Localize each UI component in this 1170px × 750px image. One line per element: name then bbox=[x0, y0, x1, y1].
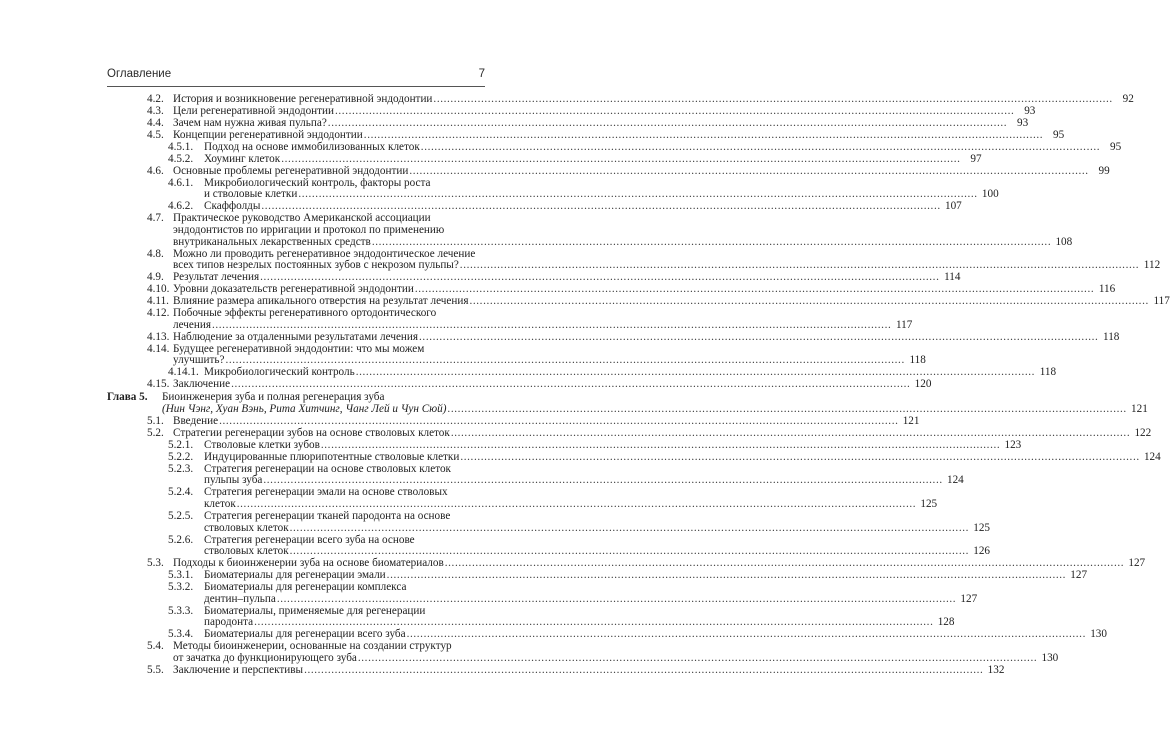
leader-dots: ........................................................................................................................................................................................................ bbox=[289, 521, 970, 534]
toc-entry[interactable] bbox=[107, 450, 1161, 464]
toc-entry-title: История и возникновение регенеративной эндодонтии bbox=[173, 93, 433, 105]
leader-dots: ........................................................................................................................................................................................................ bbox=[460, 450, 1140, 463]
leader-dots: ........................................................................................................................................................................................................ bbox=[260, 271, 940, 284]
leader-dots: ........................................................................................................................................................................................................ bbox=[219, 414, 899, 427]
toc-entry[interactable] bbox=[107, 378, 932, 391]
toc-entry[interactable] bbox=[107, 283, 1116, 296]
toc-entry-title: Биоматериалы, применяемые для регенерации bbox=[204, 604, 426, 617]
toc-entry-title: Биоматериалы для регенерации комплекса bbox=[204, 581, 407, 594]
toc-page-number: 127 bbox=[1070, 569, 1088, 582]
leader-dots: ........................................................................................................................................................................................................ bbox=[254, 616, 934, 629]
leader-dots: ........................................................................................................................................................................................................ bbox=[459, 259, 1140, 272]
toc-entry[interactable] bbox=[107, 295, 1170, 308]
toc-entry-title: пародонта bbox=[204, 616, 254, 629]
toc-entry-title: Уровни доказательств регенеративной эндодонтии bbox=[173, 283, 414, 296]
toc-page-number: 95 bbox=[1109, 140, 1122, 153]
running-head bbox=[107, 68, 485, 80]
leader-dots: ........................................................................................................................................................................................................ bbox=[450, 426, 1131, 439]
toc-entry[interactable] bbox=[107, 212, 1073, 248]
toc-entry-title: Будущее регенеративной эндодонтии: что мы можем bbox=[173, 342, 425, 355]
toc-entry[interactable] bbox=[107, 116, 1029, 130]
toc-page-number: 120 bbox=[914, 378, 932, 391]
toc-page-number: 117 bbox=[895, 318, 913, 331]
leader-dots: ........................................................................................................................................................................................................ bbox=[327, 116, 1008, 129]
toc-entry-title: и стволовые клетки bbox=[204, 188, 298, 201]
leader-dots: ........................................................................................................................................................................................................ bbox=[406, 628, 1086, 641]
leader-dots: ........................................................................................................................................................................................................ bbox=[276, 592, 957, 605]
toc-entry-title: улучшить? bbox=[173, 354, 225, 367]
toc-entry-title: Влияние размера апикального отверстия на результат лечения bbox=[173, 295, 469, 308]
toc-page-number: 118 bbox=[1103, 330, 1120, 343]
toc-page-number: 121 bbox=[1131, 402, 1148, 415]
toc-entry-title: Побочные эффекты регенеративного ортодонтического bbox=[173, 307, 437, 320]
toc-entry-number: 5.2.1. bbox=[168, 438, 194, 451]
leader-dots: ........................................................................................................................................................................................................ bbox=[433, 93, 1113, 105]
toc-entry-title: внутриканальных лекарственных средств bbox=[173, 235, 371, 248]
toc-entry-number: 5.2. bbox=[147, 426, 164, 439]
toc-entry-number: 5.2.5. bbox=[168, 509, 194, 522]
leader-dots: ........................................................................................................................................................................................................ bbox=[320, 438, 1001, 451]
toc-entry[interactable] bbox=[107, 307, 913, 331]
toc-entry[interactable] bbox=[107, 342, 926, 367]
toc-entry-number: 5.3.3. bbox=[168, 604, 194, 617]
leader-dots: ........................................................................................................................................................................................................ bbox=[447, 402, 1127, 415]
leader-dots: ........................................................................................................................................................................................................ bbox=[386, 569, 1067, 582]
toc-page-number: 92 bbox=[1122, 93, 1134, 105]
leader-dots: ........................................................................................................................................................................................................ bbox=[263, 474, 943, 487]
toc-entry-number: 5.2.4. bbox=[168, 486, 194, 499]
toc-entry[interactable] bbox=[107, 628, 1107, 641]
toc-entry[interactable] bbox=[107, 247, 1161, 272]
toc-entry-title: Стратегия регенерации эмали на основе стволовых bbox=[204, 486, 448, 499]
toc-page-number: 116 bbox=[1098, 283, 1116, 296]
chapter-authors: (Нин Чэнг, Хуан Вэнь, Рита Хитчинг, Чанг Лей и Чун Сюй) bbox=[162, 402, 447, 415]
toc-entry-title: стволовых клеток bbox=[204, 521, 289, 534]
toc-entry-title: стволовых клеток bbox=[204, 545, 289, 558]
toc-entry-title: Концепции регенеративной эндодонтии bbox=[173, 128, 363, 141]
toc-entry-number: 4.12. bbox=[147, 307, 170, 320]
toc-entry-number: 4.9. bbox=[147, 271, 164, 284]
toc-entry-title: клеток bbox=[204, 497, 236, 510]
leader-dots: ........................................................................................................................................................................................................ bbox=[335, 104, 1015, 117]
toc-entry-number: 5.2.6. bbox=[168, 533, 194, 546]
toc-entry[interactable] bbox=[107, 664, 1005, 677]
leader-dots: ........................................................................................................................................................................................................ bbox=[298, 188, 978, 201]
toc-entry-title: Биоматериалы для регенерации эмали bbox=[204, 569, 386, 582]
toc-entry-number: 4.13. bbox=[147, 330, 170, 343]
toc-entry[interactable] bbox=[107, 140, 1122, 154]
leader-dots: ........................................................................................................................................................................................................ bbox=[236, 497, 917, 510]
toc-entry-number: 5.5. bbox=[147, 664, 164, 676]
toc-entry-title: Индуцированные плюрипотентные стволовые клетки bbox=[204, 450, 460, 463]
toc-entry-number: 5.2.3. bbox=[168, 462, 194, 475]
toc-entry[interactable] bbox=[107, 640, 1059, 665]
page-number: 7 bbox=[478, 68, 485, 80]
toc-entry[interactable] bbox=[107, 486, 938, 510]
toc-entry[interactable] bbox=[107, 128, 1065, 142]
header-rule bbox=[107, 86, 485, 87]
leader-dots: ........................................................................................................................................................................................................ bbox=[281, 152, 961, 165]
toc-entry-title: Биоинженерия зуба и полная регенерация зуба bbox=[162, 391, 385, 404]
leader-dots: ........................................................................................................................................................................................................ bbox=[363, 128, 1044, 141]
toc-entry-title: Микробиологический контроль bbox=[204, 366, 355, 379]
toc-page-number: 124 bbox=[1143, 450, 1161, 463]
toc-entry-title: Цели регенеративной эндодонтии bbox=[173, 104, 335, 117]
leader-dots: ........................................................................................................................................................................................................ bbox=[414, 283, 1095, 296]
toc-entry[interactable] bbox=[107, 271, 961, 284]
toc-entry-number: 5.3.1. bbox=[168, 569, 194, 582]
toc-page-number: 130 bbox=[1041, 652, 1059, 665]
leader-dots: ........................................................................................................................................................................................................ bbox=[419, 330, 1099, 343]
toc-entry[interactable] bbox=[107, 569, 1088, 582]
toc-entry-title: Подходы к биоинженерии зуба на основе биоматериалов bbox=[173, 557, 444, 570]
leader-dots: ........................................................................................................................................................................................................ bbox=[469, 295, 1149, 308]
toc-page-number: 100 bbox=[981, 188, 999, 201]
toc-entry[interactable] bbox=[107, 426, 1152, 440]
toc-page-number: 117 bbox=[1153, 295, 1170, 308]
toc-page-number: 118 bbox=[1039, 366, 1057, 379]
toc-entry[interactable] bbox=[107, 164, 1110, 178]
leader-dots: ........................................................................................................................................................................................................ bbox=[371, 235, 1052, 248]
toc-entry-title: Скаффолды bbox=[204, 200, 261, 213]
leader-dots: ........................................................................................................................................................................................................ bbox=[304, 664, 984, 676]
toc-entry[interactable] bbox=[107, 366, 1057, 379]
toc-page-number: 125 bbox=[973, 521, 991, 534]
leader-dots: ........................................................................................................................................................................................................ bbox=[231, 378, 911, 391]
toc-entry-title: Стратегия регенерации на основе стволовых клеток bbox=[204, 462, 451, 475]
toc-entry-number: 5.1. bbox=[147, 414, 164, 427]
toc-entry-title: Наблюдение за отдаленными результатами лечения bbox=[173, 330, 419, 343]
toc-entry[interactable] bbox=[107, 200, 962, 213]
toc-entry-title: Результат лечения bbox=[173, 271, 260, 284]
toc-entry-number: 4.6. bbox=[147, 164, 164, 177]
toc-page-number: 114 bbox=[944, 271, 961, 284]
toc-chapter[interactable] bbox=[107, 391, 1148, 415]
toc-entry-number: 5.2.2. bbox=[168, 450, 194, 463]
toc-entry-title: Биоматериалы для регенерации всего зуба bbox=[204, 628, 406, 641]
toc-page-number: 112 bbox=[1143, 259, 1161, 272]
toc-entry[interactable] bbox=[107, 438, 1022, 452]
leader-dots: ........................................................................................................................................................................................................ bbox=[211, 318, 892, 331]
toc-entry-number: 5.4. bbox=[147, 640, 164, 653]
toc-entry-number: 4.2. bbox=[147, 93, 164, 105]
toc-page-number: 132 bbox=[987, 664, 1005, 676]
toc-page-number: 118 bbox=[909, 354, 926, 367]
toc-entry-number: 4.15. bbox=[147, 378, 170, 391]
toc-page-number: 123 bbox=[1004, 438, 1022, 451]
toc-page-number: 107 bbox=[944, 200, 962, 213]
toc-entry[interactable] bbox=[107, 330, 1120, 344]
toc-entry[interactable] bbox=[107, 509, 991, 534]
toc-entry[interactable] bbox=[107, 104, 1036, 118]
leader-dots: ........................................................................................................................................................................................................ bbox=[289, 545, 970, 558]
toc-entry-number: 4.4. bbox=[147, 116, 164, 129]
toc-page-number: 99 bbox=[1098, 164, 1110, 177]
leader-dots: ........................................................................................................................................................................................................ bbox=[420, 140, 1101, 153]
toc-entry-number: 4.14.1. bbox=[168, 366, 199, 379]
toc-page-number: 130 bbox=[1090, 628, 1107, 641]
toc-entry-number: 4.7. bbox=[147, 212, 164, 225]
toc-entry-title: пульпы зуба bbox=[204, 474, 263, 487]
toc-entry-title: Заключение и перспективы bbox=[173, 664, 304, 676]
toc-entry-number: 4.3. bbox=[147, 104, 164, 117]
leader-dots: ........................................................................................................................................................................................................ bbox=[355, 366, 1036, 379]
toc-entry-number: 5.3.2. bbox=[168, 581, 194, 594]
toc-entry-number: 4.5.2. bbox=[168, 152, 194, 165]
toc-entry-number: 4.6.2. bbox=[168, 200, 194, 213]
leader-dots: ........................................................................................................................................................................................................ bbox=[444, 557, 1125, 570]
toc-entry-title: Введение bbox=[173, 414, 219, 427]
toc-entry-title: всех типов незрелых постоянных зубов с некрозом пульпы? bbox=[173, 259, 459, 272]
toc-entry-number: 5.3. bbox=[147, 557, 164, 570]
toc-page-number: 125 bbox=[920, 497, 938, 510]
toc-page-number: 95 bbox=[1052, 128, 1065, 141]
toc-entry[interactable] bbox=[107, 557, 1146, 570]
toc-entry[interactable] bbox=[107, 414, 920, 428]
toc-entry-number: 4.10. bbox=[147, 283, 170, 296]
toc-entry-number: 5.3.4. bbox=[168, 628, 194, 641]
toc-entry-title: Подход на основе иммобилизованных клеток bbox=[204, 140, 420, 153]
toc-entry-title: Можно ли проводить регенеративное эндодонтическое лечение bbox=[173, 247, 476, 260]
toc-entry-title: Зачем нам нужна живая пульпа? bbox=[173, 116, 327, 129]
toc-entry-title: Стволовые клетки зубов bbox=[204, 438, 320, 451]
toc-entry-number: 4.8. bbox=[147, 247, 164, 260]
toc-entry[interactable] bbox=[107, 176, 999, 201]
toc-entry-title: Практическое руководство Американской ассоциации bbox=[173, 212, 431, 225]
toc-entry-title: Заключение bbox=[173, 378, 231, 391]
toc-entry-title: Стратегии регенерации зубов на основе стволовых клеток bbox=[173, 426, 450, 439]
toc-page-number: 124 bbox=[946, 474, 964, 487]
toc-entry-number: 4.5.1. bbox=[168, 140, 194, 153]
toc-entry-title: дентин–пульпа bbox=[204, 592, 276, 605]
toc-entry-number: Глава 5. bbox=[107, 391, 148, 404]
leader-dots: ........................................................................................................................................................................................................ bbox=[225, 354, 905, 367]
toc-entry-title: Хоуминг клеток bbox=[204, 152, 281, 165]
table-of-contents bbox=[107, 93, 1170, 677]
toc-entry[interactable] bbox=[107, 581, 978, 605]
toc-entry-number: 4.11. bbox=[147, 295, 169, 308]
toc-page-number: 93 bbox=[1016, 116, 1029, 129]
toc-page-number: 93 bbox=[1024, 104, 1036, 117]
toc-entry-title: лечения bbox=[173, 318, 211, 331]
toc-entry-number: 4.6.1. bbox=[168, 176, 194, 189]
leader-dots: ........................................................................................................................................................................................................ bbox=[357, 652, 1038, 665]
toc-entry-title: от зачатка до функционирующего зуба bbox=[173, 652, 357, 665]
toc-page-number: 126 bbox=[973, 545, 991, 558]
toc-page-number: 121 bbox=[902, 414, 920, 427]
toc-entry-title: Основные проблемы регенеративной эндодонтии bbox=[173, 164, 409, 177]
toc-page-number: 108 bbox=[1055, 235, 1073, 248]
toc-entry-title: Стратегия регенерации тканей пародонта на основе bbox=[204, 509, 451, 522]
toc-page-number: 128 bbox=[937, 616, 955, 629]
toc-page-number: 122 bbox=[1134, 426, 1152, 439]
toc-entry[interactable] bbox=[107, 533, 991, 558]
toc-entry-number: 4.14. bbox=[147, 342, 170, 355]
toc-page-number: 127 bbox=[960, 592, 978, 605]
toc-entry[interactable] bbox=[107, 93, 1134, 106]
toc-page-number: 97 bbox=[970, 152, 982, 165]
running-head-title: Оглавление bbox=[107, 68, 172, 80]
toc-entry[interactable] bbox=[107, 462, 964, 487]
leader-dots: ........................................................................................................................................................................................................ bbox=[409, 164, 1089, 177]
toc-entry-number: 4.5. bbox=[147, 128, 164, 141]
toc-page-number: 127 bbox=[1128, 557, 1146, 570]
toc-entry[interactable] bbox=[107, 152, 982, 166]
toc-entry-title: эндодонтистов по ирригации и протокол по применению bbox=[173, 223, 445, 236]
toc-entry[interactable] bbox=[107, 604, 955, 629]
toc-entry-title: Стратегия регенерации всего зуба на основе bbox=[204, 533, 415, 546]
toc-entry-title: Микробиологический контроль, факторы роста bbox=[204, 176, 431, 189]
toc-entry-title: Методы биоинженерии, основанные на создании структур bbox=[173, 640, 452, 653]
leader-dots: ........................................................................................................................................................................................................ bbox=[261, 200, 941, 213]
